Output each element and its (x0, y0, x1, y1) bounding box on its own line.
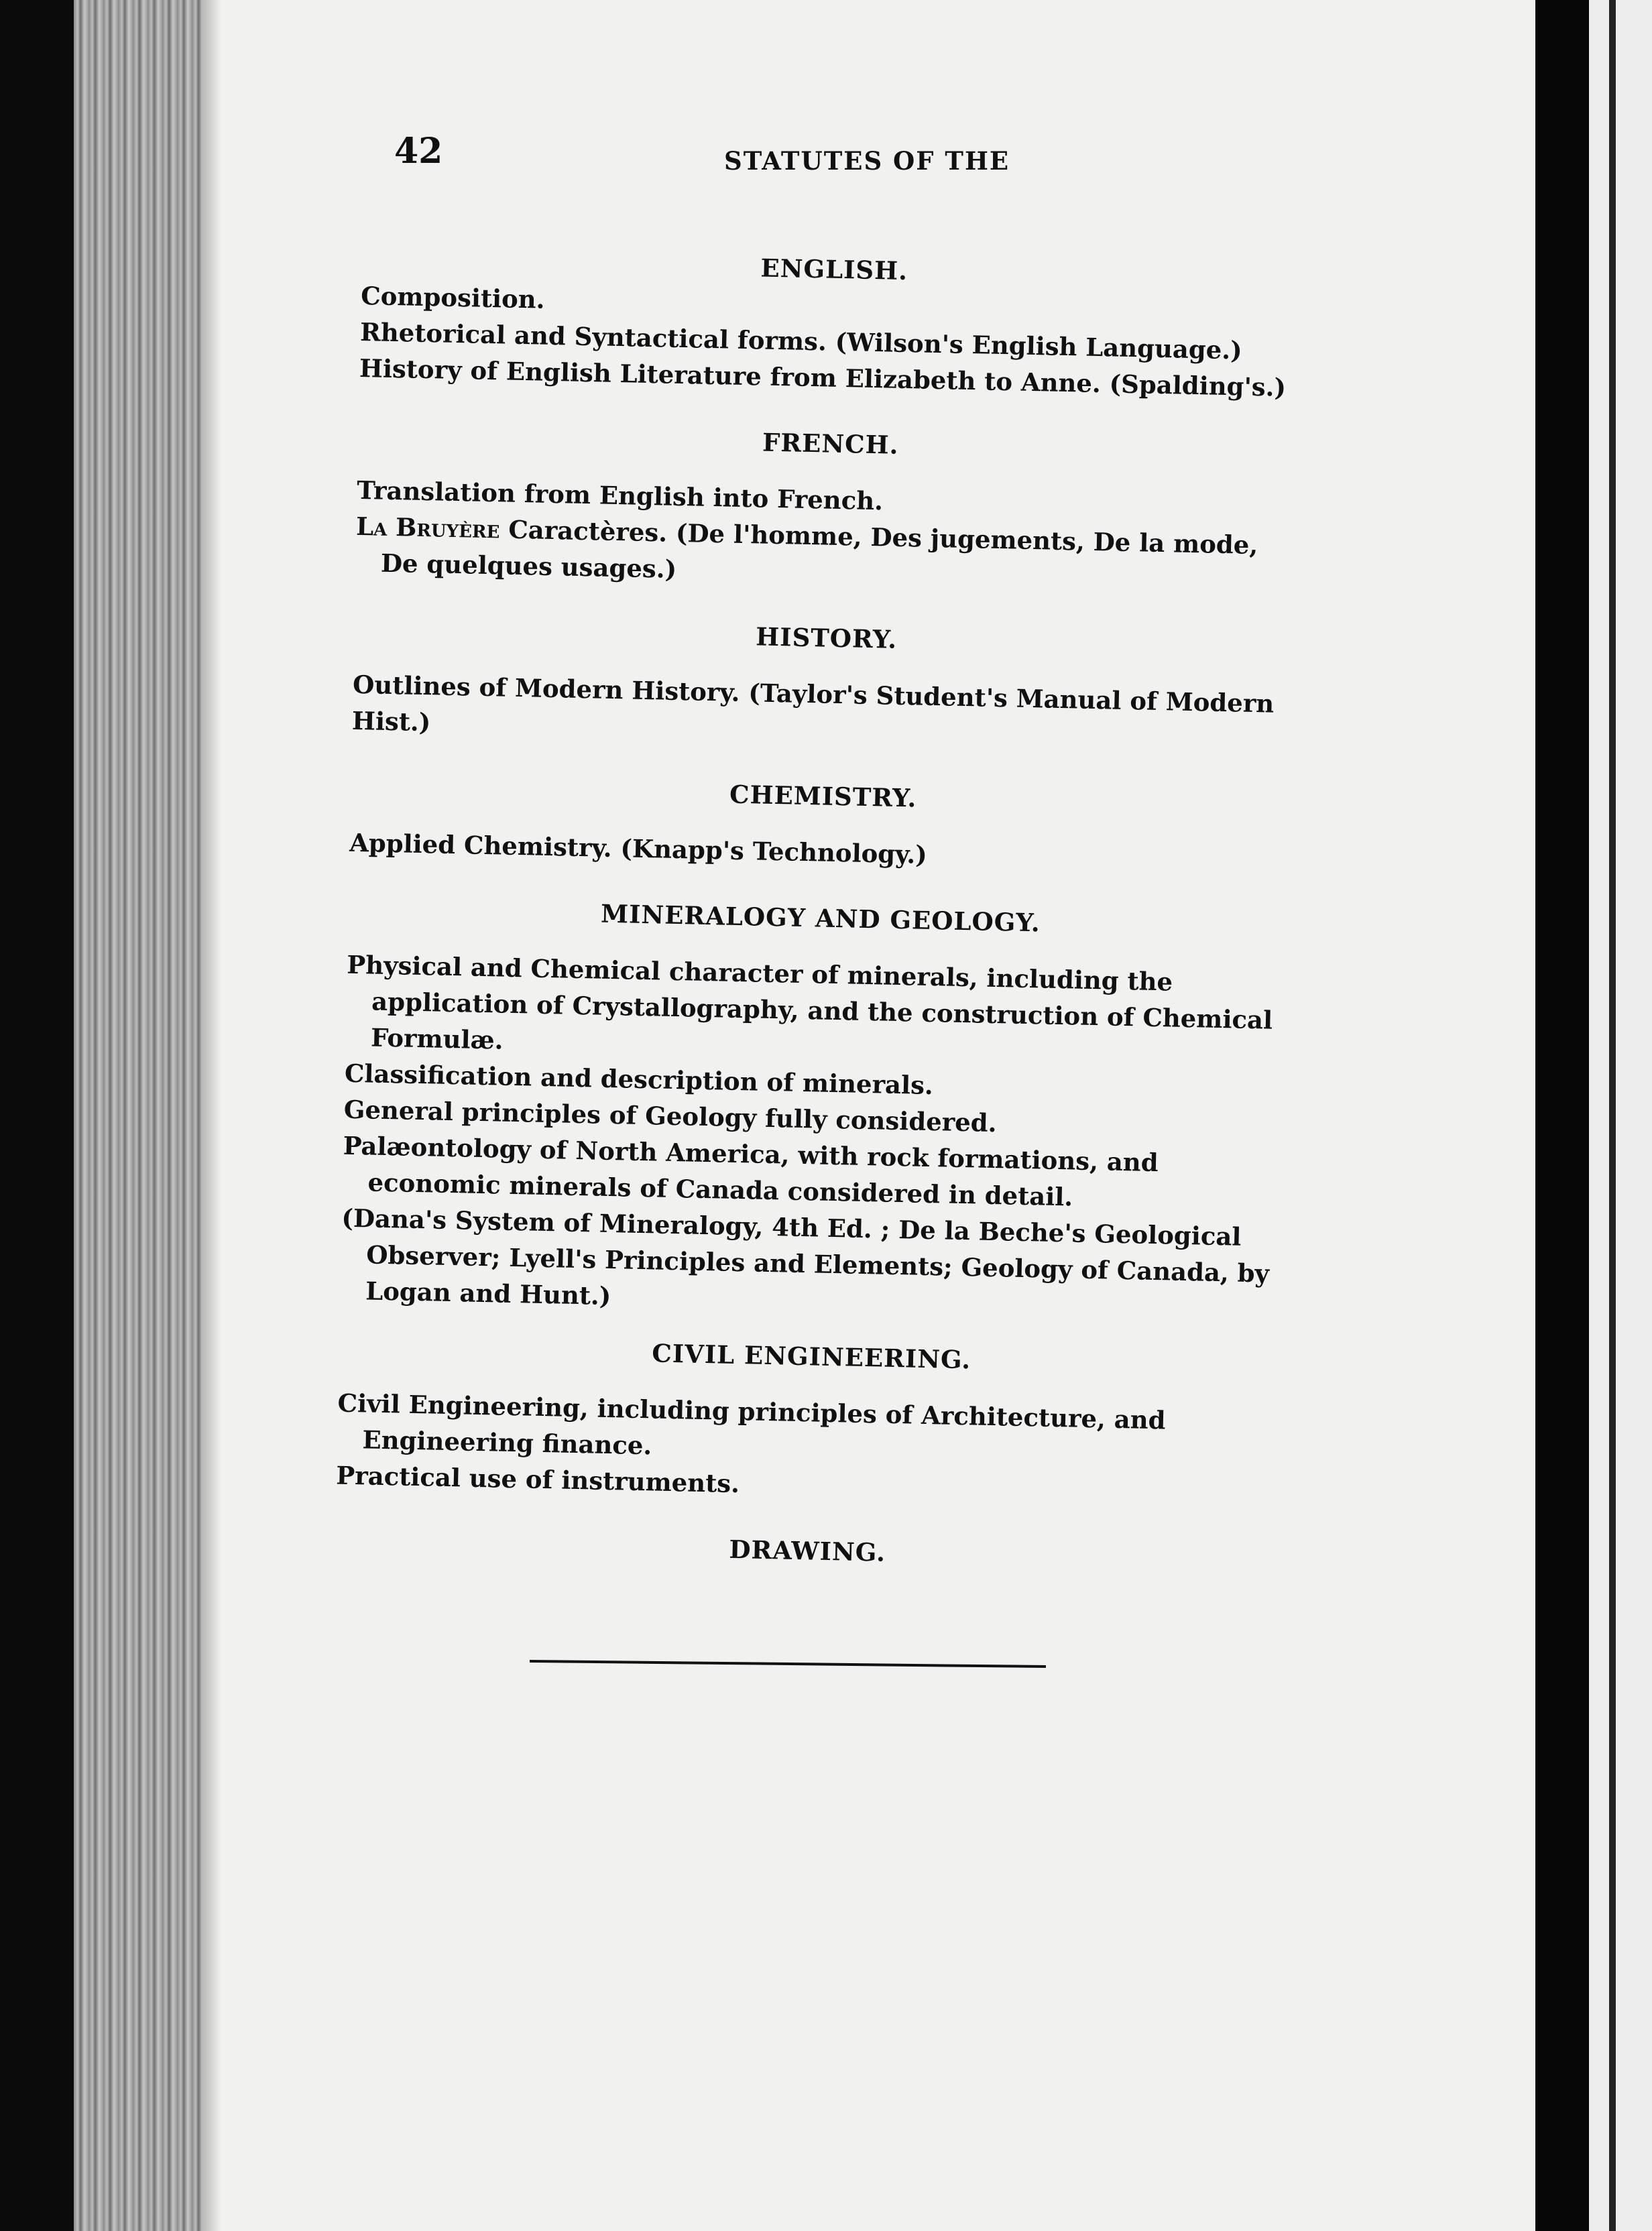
section-heading-french: FRENCH. (762, 427, 899, 460)
list-item: History of English Literature from Elizabeth to Anne. (Spalding's.) (359, 353, 1287, 402)
list-item: Outlines of Modern History. (Taylor's Student's Manual of Modern Hist.) (351, 669, 1275, 737)
facing-page-line (1609, 0, 1616, 2231)
list-item: Physical and Chemical character of minerals, including the application of Crystallography, and the construction of Chemical Formulæ. (346, 949, 1273, 1055)
section-heading-chemistry: CHEMISTRY. (729, 779, 917, 813)
binding-shadow (1535, 0, 1589, 2231)
list-item: General principles of Geology fully considered. (343, 1094, 997, 1138)
list-item-text: Caractères. (De l'homme, Des jugements, De la mode, De quelques usages.) (380, 514, 1258, 584)
list-item: (Dana's System of Mineralogy, 4th Ed. ; De la Beche's Geological Observer; Lyell's Principles and Elements; Geology of Canada, by Logan and Hunt.) (341, 1203, 1270, 1311)
list-item: Classification and description of minerals. (344, 1058, 934, 1101)
list-item: Translation from English into French. (356, 475, 884, 516)
section-heading-english: ENGLISH. (760, 253, 908, 286)
section-heading-drawing: DRAWING. (729, 1534, 886, 1567)
facing-page-edge (1589, 0, 1652, 2231)
list-item: Palæontology of North America, with rock formations, and economic minerals of Canada considered in detail. (343, 1130, 1159, 1212)
page-content (335, 241, 1307, 1579)
list-item: Applied Chemistry. (Knapp's Technology.) (349, 827, 928, 869)
list-item: Civil Engineering, including principles of Architecture, and Engineering finance. (337, 1388, 1166, 1461)
page-number: 42 (394, 131, 443, 172)
section-heading-history: HISTORY. (755, 621, 898, 654)
section-heading-civil-engineering: CIVIL ENGINEERING. (651, 1338, 971, 1375)
list-item: Rhetorical and Syntactical forms. (Wilson's English Language.) (359, 316, 1243, 365)
author-name: La Bruyère (355, 511, 500, 544)
section-heading-mineralogy: MINERALOGY AND GEOLOGY. (600, 898, 1041, 938)
list-item: Composition. (360, 280, 546, 314)
list-item: Practical use of instruments. (335, 1460, 740, 1499)
page-gutter-shadow (201, 0, 221, 2231)
running-title: STATUTES OF THE (724, 146, 1010, 176)
book-page-edges (74, 0, 208, 2231)
